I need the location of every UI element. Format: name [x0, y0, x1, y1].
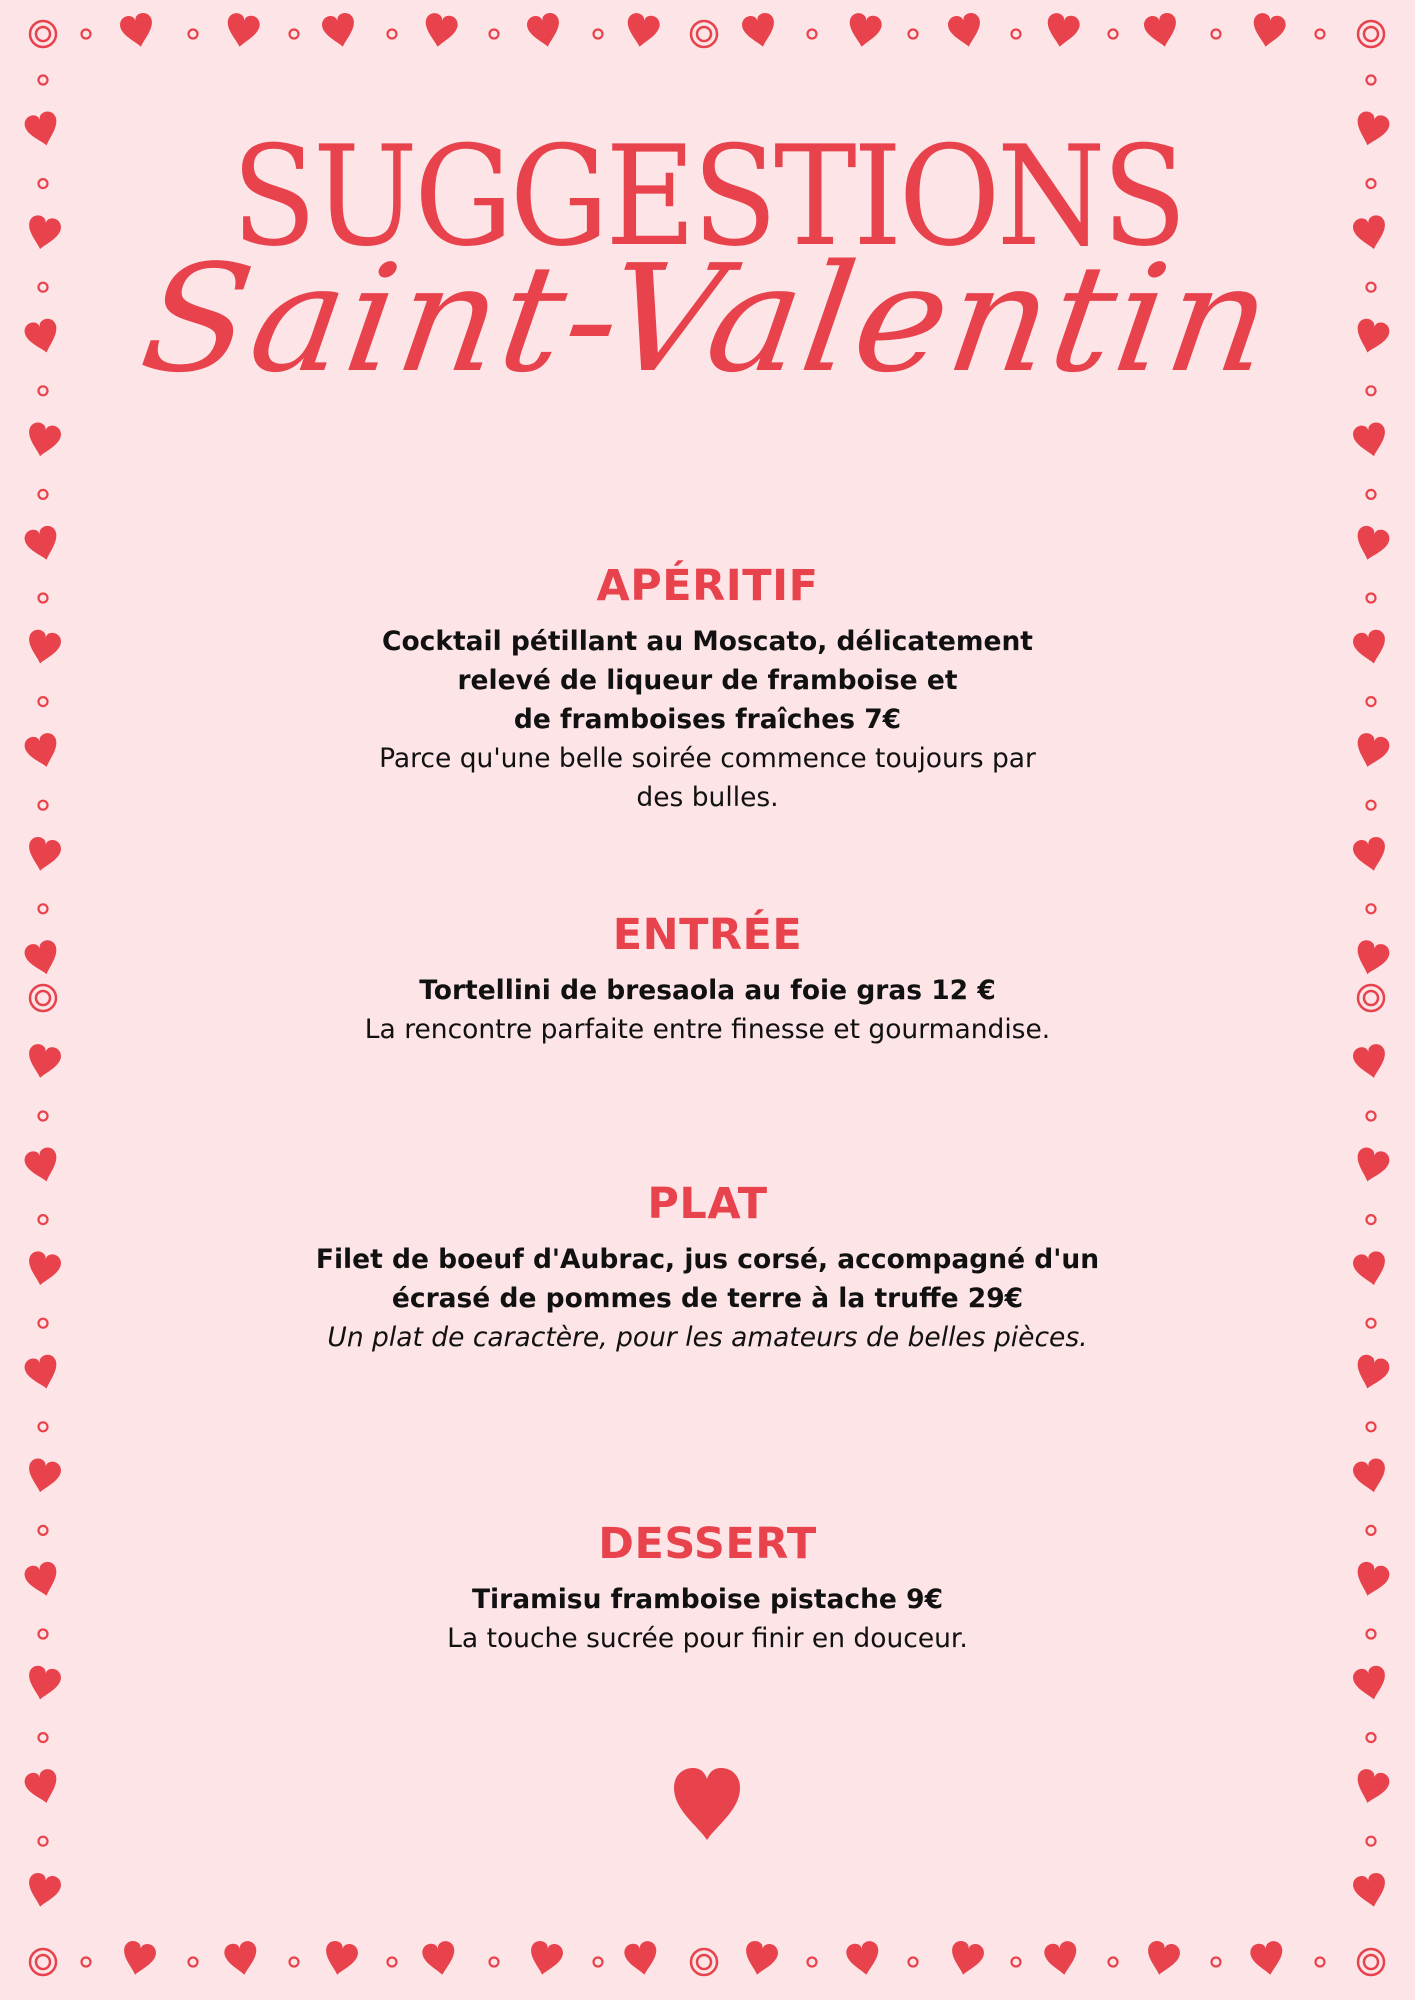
heart-icon: [320, 11, 358, 50]
heart-icon: [24, 1457, 62, 1496]
section-entree: [300, 909, 1115, 1049]
small-circle-icon: [290, 30, 299, 39]
small-circle-icon: [1316, 1958, 1325, 1967]
heart-icon: [1351, 1871, 1389, 1910]
heart-icon: [1351, 1457, 1389, 1496]
small-circle-icon: [594, 1958, 603, 1967]
heart-icon: [845, 1940, 882, 1978]
small-circle-icon: [490, 1958, 499, 1967]
heart-icon: [1352, 731, 1391, 771]
small-circle-icon: [808, 30, 817, 39]
menu-subtitle: Saint-Valentin: [132, 233, 1283, 405]
small-circle-icon: [1109, 1958, 1118, 1967]
heart-icon: [1351, 421, 1389, 460]
small-circle-icon: [39, 697, 48, 706]
heart-icon: [23, 1146, 62, 1186]
heart-icon: [1143, 1939, 1181, 1978]
heart-icon: [674, 1768, 740, 1840]
section-aperitif: [300, 560, 1115, 817]
heart-icon: [525, 11, 563, 50]
heart-icon: [118, 11, 156, 50]
small-circle-icon: [189, 1958, 198, 1967]
dish-name: Filet de boeuf d'Aubrac, jus corsé, accompagné d'un écrasé de pommes de terre à la truffe 29€: [315, 1243, 1100, 1314]
concentric-circle-icon: [1358, 21, 1384, 47]
concentric-circle-icon: [30, 21, 56, 47]
small-circle-icon: [1367, 801, 1376, 810]
dish-description: Un plat de caractère, pour les amateurs de belles pièces.: [327, 1321, 1088, 1353]
small-circle-icon: [909, 30, 918, 39]
heart-icon: [23, 1353, 62, 1393]
heart-icon: [24, 1043, 62, 1082]
heart-icon: [1352, 110, 1391, 150]
heart-icon: [947, 1939, 985, 1978]
small-circle-icon: [1367, 1319, 1376, 1328]
heart-icon: [24, 1871, 62, 1910]
small-circle-icon: [39, 1526, 48, 1535]
heart-icon: [23, 524, 62, 564]
heart-icon: [23, 1560, 62, 1600]
heart-icon: [24, 1250, 62, 1289]
small-circle-icon: [39, 76, 48, 85]
heart-icon: [1351, 1250, 1389, 1289]
heart-icon: [24, 421, 62, 460]
heart-icon: [119, 1939, 157, 1978]
small-circle-icon: [39, 1630, 48, 1639]
heart-icon: [526, 1939, 564, 1978]
heart-icon: [946, 11, 984, 50]
dish-name: Tiramisu framboise pistache 9€: [471, 1583, 944, 1615]
small-circle-icon: [1367, 1112, 1376, 1121]
section-heading: APÉRITIF: [596, 561, 819, 611]
small-circle-icon: [490, 30, 499, 39]
small-circle-icon: [1367, 1630, 1376, 1639]
small-circle-icon: [1367, 76, 1376, 85]
small-circle-icon: [1367, 1422, 1376, 1431]
heart-icon: [1352, 1767, 1391, 1807]
dish-name: Cocktail pétillant au Moscato, délicatement relevé de liqueur de framboise et de framboises fraîches 7€: [382, 625, 1033, 735]
heart-icon: [321, 1939, 359, 1978]
heart-icon: [1352, 1146, 1391, 1186]
concentric-circle-icon: [691, 21, 717, 47]
heart-icon: [23, 110, 62, 150]
small-circle-icon: [39, 904, 48, 913]
small-circle-icon: [1367, 1526, 1376, 1535]
heart-icon: [1043, 1940, 1080, 1978]
heart-icon: [1250, 12, 1287, 50]
small-circle-icon: [388, 1958, 397, 1967]
small-circle-icon: [39, 179, 48, 188]
small-circle-icon: [82, 1958, 91, 1967]
heart-icon: [23, 731, 62, 771]
small-circle-icon: [1367, 490, 1376, 499]
heart-icon: [1352, 524, 1391, 564]
small-circle-icon: [1367, 179, 1376, 188]
small-circle-icon: [39, 594, 48, 603]
small-circle-icon: [1109, 30, 1118, 39]
dish-description: Parce qu'une belle soirée commence toujours par des bulles.: [379, 742, 1036, 813]
heart-icon: [1351, 1043, 1389, 1082]
heart-icon: [623, 1940, 660, 1978]
small-circle-icon: [82, 30, 91, 39]
small-circle-icon: [1367, 1837, 1376, 1846]
section-heading: PLAT: [647, 1179, 768, 1229]
small-circle-icon: [1367, 697, 1376, 706]
dish-description: La touche sucrée pour finir en douceur.: [447, 1622, 968, 1654]
small-circle-icon: [1367, 904, 1376, 913]
heart-icon: [1044, 12, 1081, 50]
small-circle-icon: [39, 490, 48, 499]
concentric-circle-icon: [30, 1949, 56, 1975]
small-circle-icon: [39, 1422, 48, 1431]
heart-icon: [24, 1664, 62, 1703]
small-circle-icon: [39, 1215, 48, 1224]
small-circle-icon: [39, 1112, 48, 1121]
heart-icon: [741, 1939, 779, 1978]
small-circle-icon: [594, 30, 603, 39]
small-circle-icon: [39, 1319, 48, 1328]
concentric-circle-icon: [1358, 985, 1384, 1011]
small-circle-icon: [1367, 1215, 1376, 1224]
section-heading: DESSERT: [598, 1519, 817, 1569]
small-circle-icon: [1367, 594, 1376, 603]
heart-icon: [24, 628, 62, 667]
heart-icon: [24, 835, 62, 874]
small-circle-icon: [189, 30, 198, 39]
heart-icon: [224, 12, 261, 50]
small-circle-icon: [39, 1837, 48, 1846]
small-circle-icon: [909, 1958, 918, 1967]
small-circle-icon: [1212, 30, 1221, 39]
heart-icon: [846, 12, 883, 50]
heart-icon: [1142, 11, 1180, 50]
concentric-circle-icon: [691, 1949, 717, 1975]
heart-icon: [624, 12, 661, 50]
section-heading: ENTRÉE: [612, 910, 803, 960]
heart-icon: [1351, 628, 1389, 667]
heart-icon: [1249, 1940, 1286, 1978]
small-circle-icon: [1212, 1958, 1221, 1967]
heart-icon: [1352, 1353, 1391, 1393]
small-circle-icon: [1012, 1958, 1021, 1967]
heart-icon: [1352, 938, 1391, 978]
small-circle-icon: [808, 1958, 817, 1967]
small-circle-icon: [39, 1733, 48, 1742]
dish-name: Tortellini de bresaola au foie gras 12 €: [419, 974, 996, 1006]
heart-icon: [422, 12, 459, 50]
concentric-circle-icon: [1358, 1949, 1384, 1975]
heart-icon: [1351, 1664, 1389, 1703]
small-circle-icon: [1316, 30, 1325, 39]
section-dessert: [300, 1518, 1115, 1658]
heart-icon: [23, 1767, 62, 1807]
small-circle-icon: [1367, 1733, 1376, 1742]
heart-icon: [23, 938, 62, 978]
section-plat: [300, 1178, 1115, 1357]
heart-icon: [421, 1940, 458, 1978]
menu-title: SUGGESTIONS: [231, 116, 1184, 277]
concentric-circle-icon: [30, 985, 56, 1011]
heart-icon: [223, 1940, 260, 1978]
dish-description: La rencontre parfaite entre finesse et gourmandise.: [364, 1013, 1051, 1045]
small-circle-icon: [290, 1958, 299, 1967]
small-circle-icon: [388, 30, 397, 39]
heart-icon: [1351, 835, 1389, 874]
small-circle-icon: [1012, 30, 1021, 39]
heart-icon: [740, 11, 778, 50]
heart-icon: [1352, 1560, 1391, 1600]
small-circle-icon: [39, 801, 48, 810]
